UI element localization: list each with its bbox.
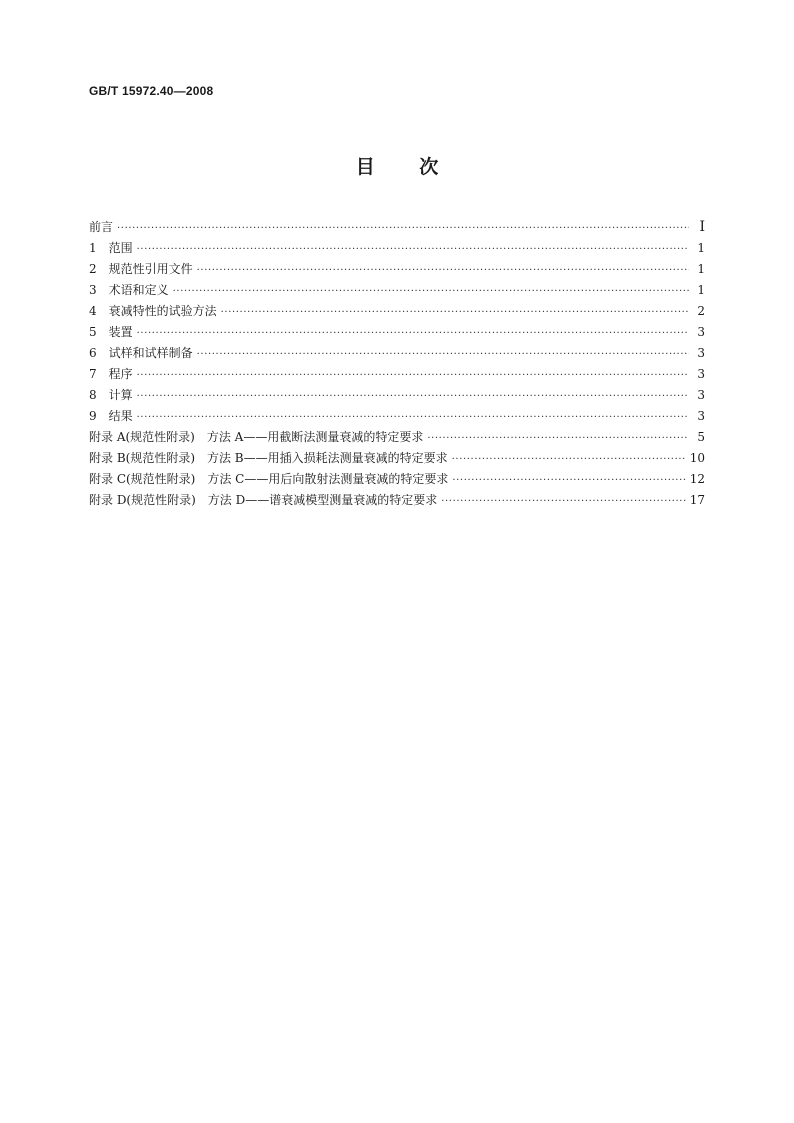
toc-leader-dots	[221, 302, 689, 323]
toc-entry-label: 附录 D(规范性附录) 方法 D——谱衰减模型测量衰减的特定要求	[89, 493, 438, 507]
toc-entry-annex-a[interactable]	[89, 427, 705, 448]
toc-leader-dots	[137, 323, 689, 344]
toc-entry-annex-b[interactable]	[89, 448, 705, 469]
toc-title: 目 次	[355, 156, 439, 178]
toc-leader-dots	[137, 239, 689, 260]
toc-entry-preface[interactable]	[89, 217, 705, 238]
toc-entry-1[interactable]	[89, 238, 705, 259]
toc-entry-page: 1	[697, 283, 705, 297]
toc-entry-9[interactable]	[89, 406, 705, 427]
toc-entry-label: 3 术语和定义	[89, 283, 169, 297]
toc-leader-dots	[452, 470, 685, 491]
table-of-contents	[89, 217, 705, 511]
toc-entry-page: 2	[697, 304, 705, 318]
toc-entry-page: 5	[697, 430, 705, 444]
toc-entry-page: 3	[697, 367, 705, 381]
toc-leader-dots	[117, 218, 689, 239]
toc-entry-page: 3	[697, 325, 705, 339]
toc-entry-label: 附录 A(规范性附录) 方法 A——用截断法测量衰减的特定要求	[89, 430, 424, 444]
toc-entry-label: 2 规范性引用文件	[89, 262, 193, 276]
toc-entry-page: 3	[697, 346, 705, 360]
toc-entry-label: 7 程序	[89, 367, 133, 381]
toc-entry-page: 3	[697, 388, 705, 402]
toc-entry-page: 1	[697, 241, 705, 255]
toc-entry-annex-c[interactable]	[89, 469, 705, 490]
toc-leader-dots	[197, 260, 689, 281]
toc-leader-dots	[197, 344, 689, 365]
toc-entry-label: 5 装置	[89, 325, 133, 339]
toc-leader-dots	[173, 281, 689, 302]
toc-entry-page: 1	[697, 262, 705, 276]
toc-entry-annex-d[interactable]	[89, 490, 705, 511]
toc-entry-6[interactable]	[89, 343, 705, 364]
toc-leader-dots	[441, 491, 685, 512]
toc-entry-page: 12	[689, 472, 705, 486]
standard-code: GB/T 15972.40—2008	[89, 84, 214, 98]
toc-leader-dots	[427, 428, 689, 449]
toc-entry-label: 6 试样和试样制备	[89, 346, 193, 360]
toc-leader-dots	[137, 407, 689, 428]
toc-entry-label: 1 范围	[89, 241, 133, 255]
toc-entry-label: 附录 B(规范性附录) 方法 B——用插入损耗法测量衰减的特定要求	[89, 451, 448, 465]
toc-entry-3[interactable]	[89, 280, 705, 301]
toc-entry-label: 8 计算	[89, 388, 133, 402]
toc-entry-page: Ⅰ	[699, 219, 705, 235]
toc-entry-label: 前言	[89, 220, 114, 234]
toc-entry-8[interactable]	[89, 385, 705, 406]
toc-entry-4[interactable]	[89, 301, 705, 322]
toc-entry-2[interactable]	[89, 259, 705, 280]
toc-entry-page: 17	[689, 493, 705, 507]
toc-entry-5[interactable]	[89, 322, 705, 343]
toc-entry-label: 附录 C(规范性附录) 方法 C——用后向散射法测量衰减的特定要求	[89, 472, 449, 486]
toc-entry-label: 4 衰减特性的试验方法	[89, 304, 217, 318]
toc-entry-label: 9 结果	[89, 409, 133, 423]
toc-entry-page: 10	[689, 451, 705, 465]
toc-entry-page: 3	[697, 409, 705, 423]
toc-entry-7[interactable]	[89, 364, 705, 385]
toc-leader-dots	[137, 386, 689, 407]
toc-leader-dots	[137, 365, 689, 386]
toc-leader-dots	[452, 449, 686, 470]
